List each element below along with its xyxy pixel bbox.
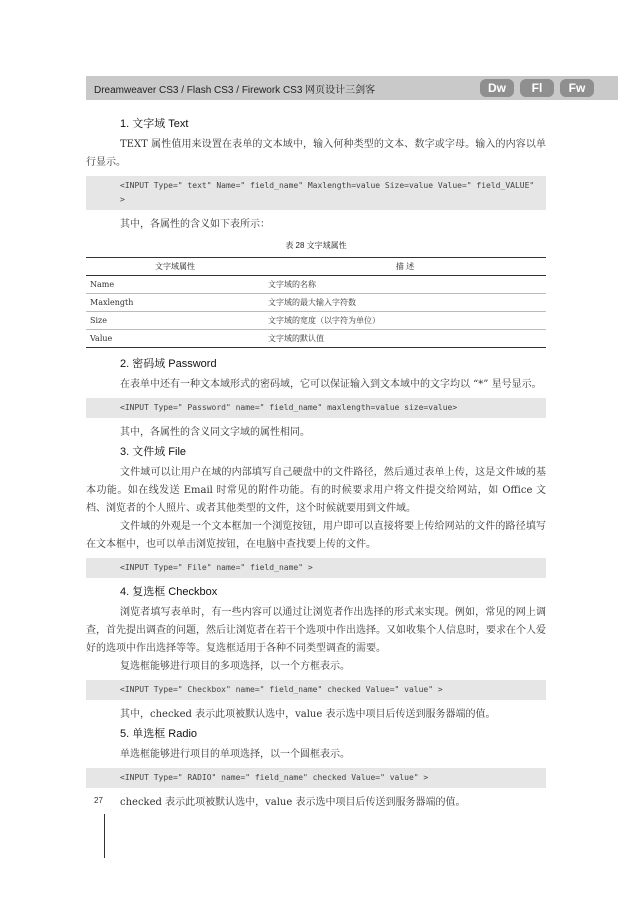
table-row xyxy=(86,276,546,294)
header-title: Dreamweaver CS3 / Flash CS3 / Firework CS3 网页设计三剑客 xyxy=(94,85,376,96)
margin-rule xyxy=(104,814,105,858)
section-heading-password: 2. 密码域 Password xyxy=(120,358,217,370)
table-cell: 文字域的最大输入字符数 xyxy=(264,294,546,312)
fireworks-badge: Fw xyxy=(560,79,594,97)
section-paragraph: 其中，checked 表示此项被默认选中，value 表示选中项目后传送到服务器端的值。 xyxy=(120,709,496,720)
section-heading-radio: 5. 单选框 Radio xyxy=(120,728,198,740)
running-header xyxy=(86,76,618,100)
table-cell: 文字域的默认值 xyxy=(264,330,546,348)
section-paragraph: 文件域的外观是一个文本框加一个浏览按钮，用户即可以直接将要上传给网站的文件的路径填写在文本框中，也可以单击浏览按钮，在电脑中查找要上传的文件。 xyxy=(86,521,546,550)
section-paragraph: 其中，各属性的含义如下表所示： xyxy=(120,219,270,230)
code-block: <INPUT Type=" Checkbox" name=" field_name" checked Value=" value" > xyxy=(86,680,546,700)
section-paragraph: 复选框能够进行项目的多项选择，以一个方框表示。 xyxy=(120,661,350,672)
section-paragraph: 文件域可以让用户在域的内部填写自己硬盘中的文件路径，然后通过表单上传，这是文件域的基本功能。如在线发送 Email 时常见的附件功能。有的时候要求用户将文件提交给网站，如 Office 文档、浏览者的个人照片、或者其他类型的文件，这个时候就要用到文件域。 xyxy=(86,467,546,514)
table-caption: 表 28 文字域属性 xyxy=(285,241,347,250)
code-block: <INPUT Type=" Password" name=" field_name" maxlength=value size=value> xyxy=(86,398,546,418)
table-cell: Maxlength xyxy=(86,294,264,312)
table-header-cell: 描 述 xyxy=(264,258,546,276)
page-number: 27 xyxy=(94,796,103,805)
code-block: <INPUT Type=" File" name=" field_name" > xyxy=(86,558,546,578)
section-paragraph: 单选框能够进行项目的单项选择，以一个圆框表示。 xyxy=(120,749,350,760)
section-heading-checkbox: 4. 复选框 Checkbox xyxy=(120,586,218,598)
section-paragraph: 在表单中还有一种文本域形式的密码域，它可以保证输入到文本域中的文字均以 “*” 星号显示。 xyxy=(120,379,542,390)
attribute-table xyxy=(86,257,546,348)
code-block: <INPUT Type=" RADIO" name=" field_name" checked Value=" value" > xyxy=(86,768,546,788)
section-paragraph: 浏览者填写表单时，有一些内容可以通过让浏览者作出选择的形式来实现。例如，常见的网上调查，首先提出调查的问题，然后让浏览者在若干个选项中作出选择。又如收集个人信息时，要求在个人爱好的选项中作出选择等等。复选框适用于各种不同类型调查的需要。 xyxy=(86,607,546,654)
table-header-row xyxy=(86,258,546,276)
section-heading-text: 1. 文字域 Text xyxy=(120,118,189,130)
flash-badge: Fl xyxy=(520,79,554,97)
table-row xyxy=(86,330,546,348)
section-paragraph: 其中，各属性的含义同文字域的属性相同。 xyxy=(120,427,310,438)
table-row xyxy=(86,312,546,330)
dreamweaver-badge: Dw xyxy=(480,79,514,97)
section-heading-file: 3. 文件域 File xyxy=(120,446,187,458)
table-header-cell: 文字域属性 xyxy=(86,258,264,276)
table-row xyxy=(86,294,546,312)
table-cell: 文字域的名称 xyxy=(264,276,546,294)
table-cell: Name xyxy=(86,276,264,294)
table-cell: 文字域的宽度（以字符为单位） xyxy=(264,312,546,330)
section-paragraph: checked 表示此项被默认选中，value 表示选中项目后传送到服务器端的值。 xyxy=(120,797,466,808)
page-content xyxy=(86,116,546,812)
table-cell: Size xyxy=(86,312,264,330)
code-block: <INPUT Type=" text" Name=" field_name" Maxlength=value Size=value Value=" field_VALUE" > xyxy=(86,176,546,210)
section-paragraph: TEXT 属性值用来设置在表单的文本域中，输入何种类型的文本、数字或字母。输入的内容以单行显示。 xyxy=(86,139,546,168)
table-cell: Value xyxy=(86,330,264,348)
